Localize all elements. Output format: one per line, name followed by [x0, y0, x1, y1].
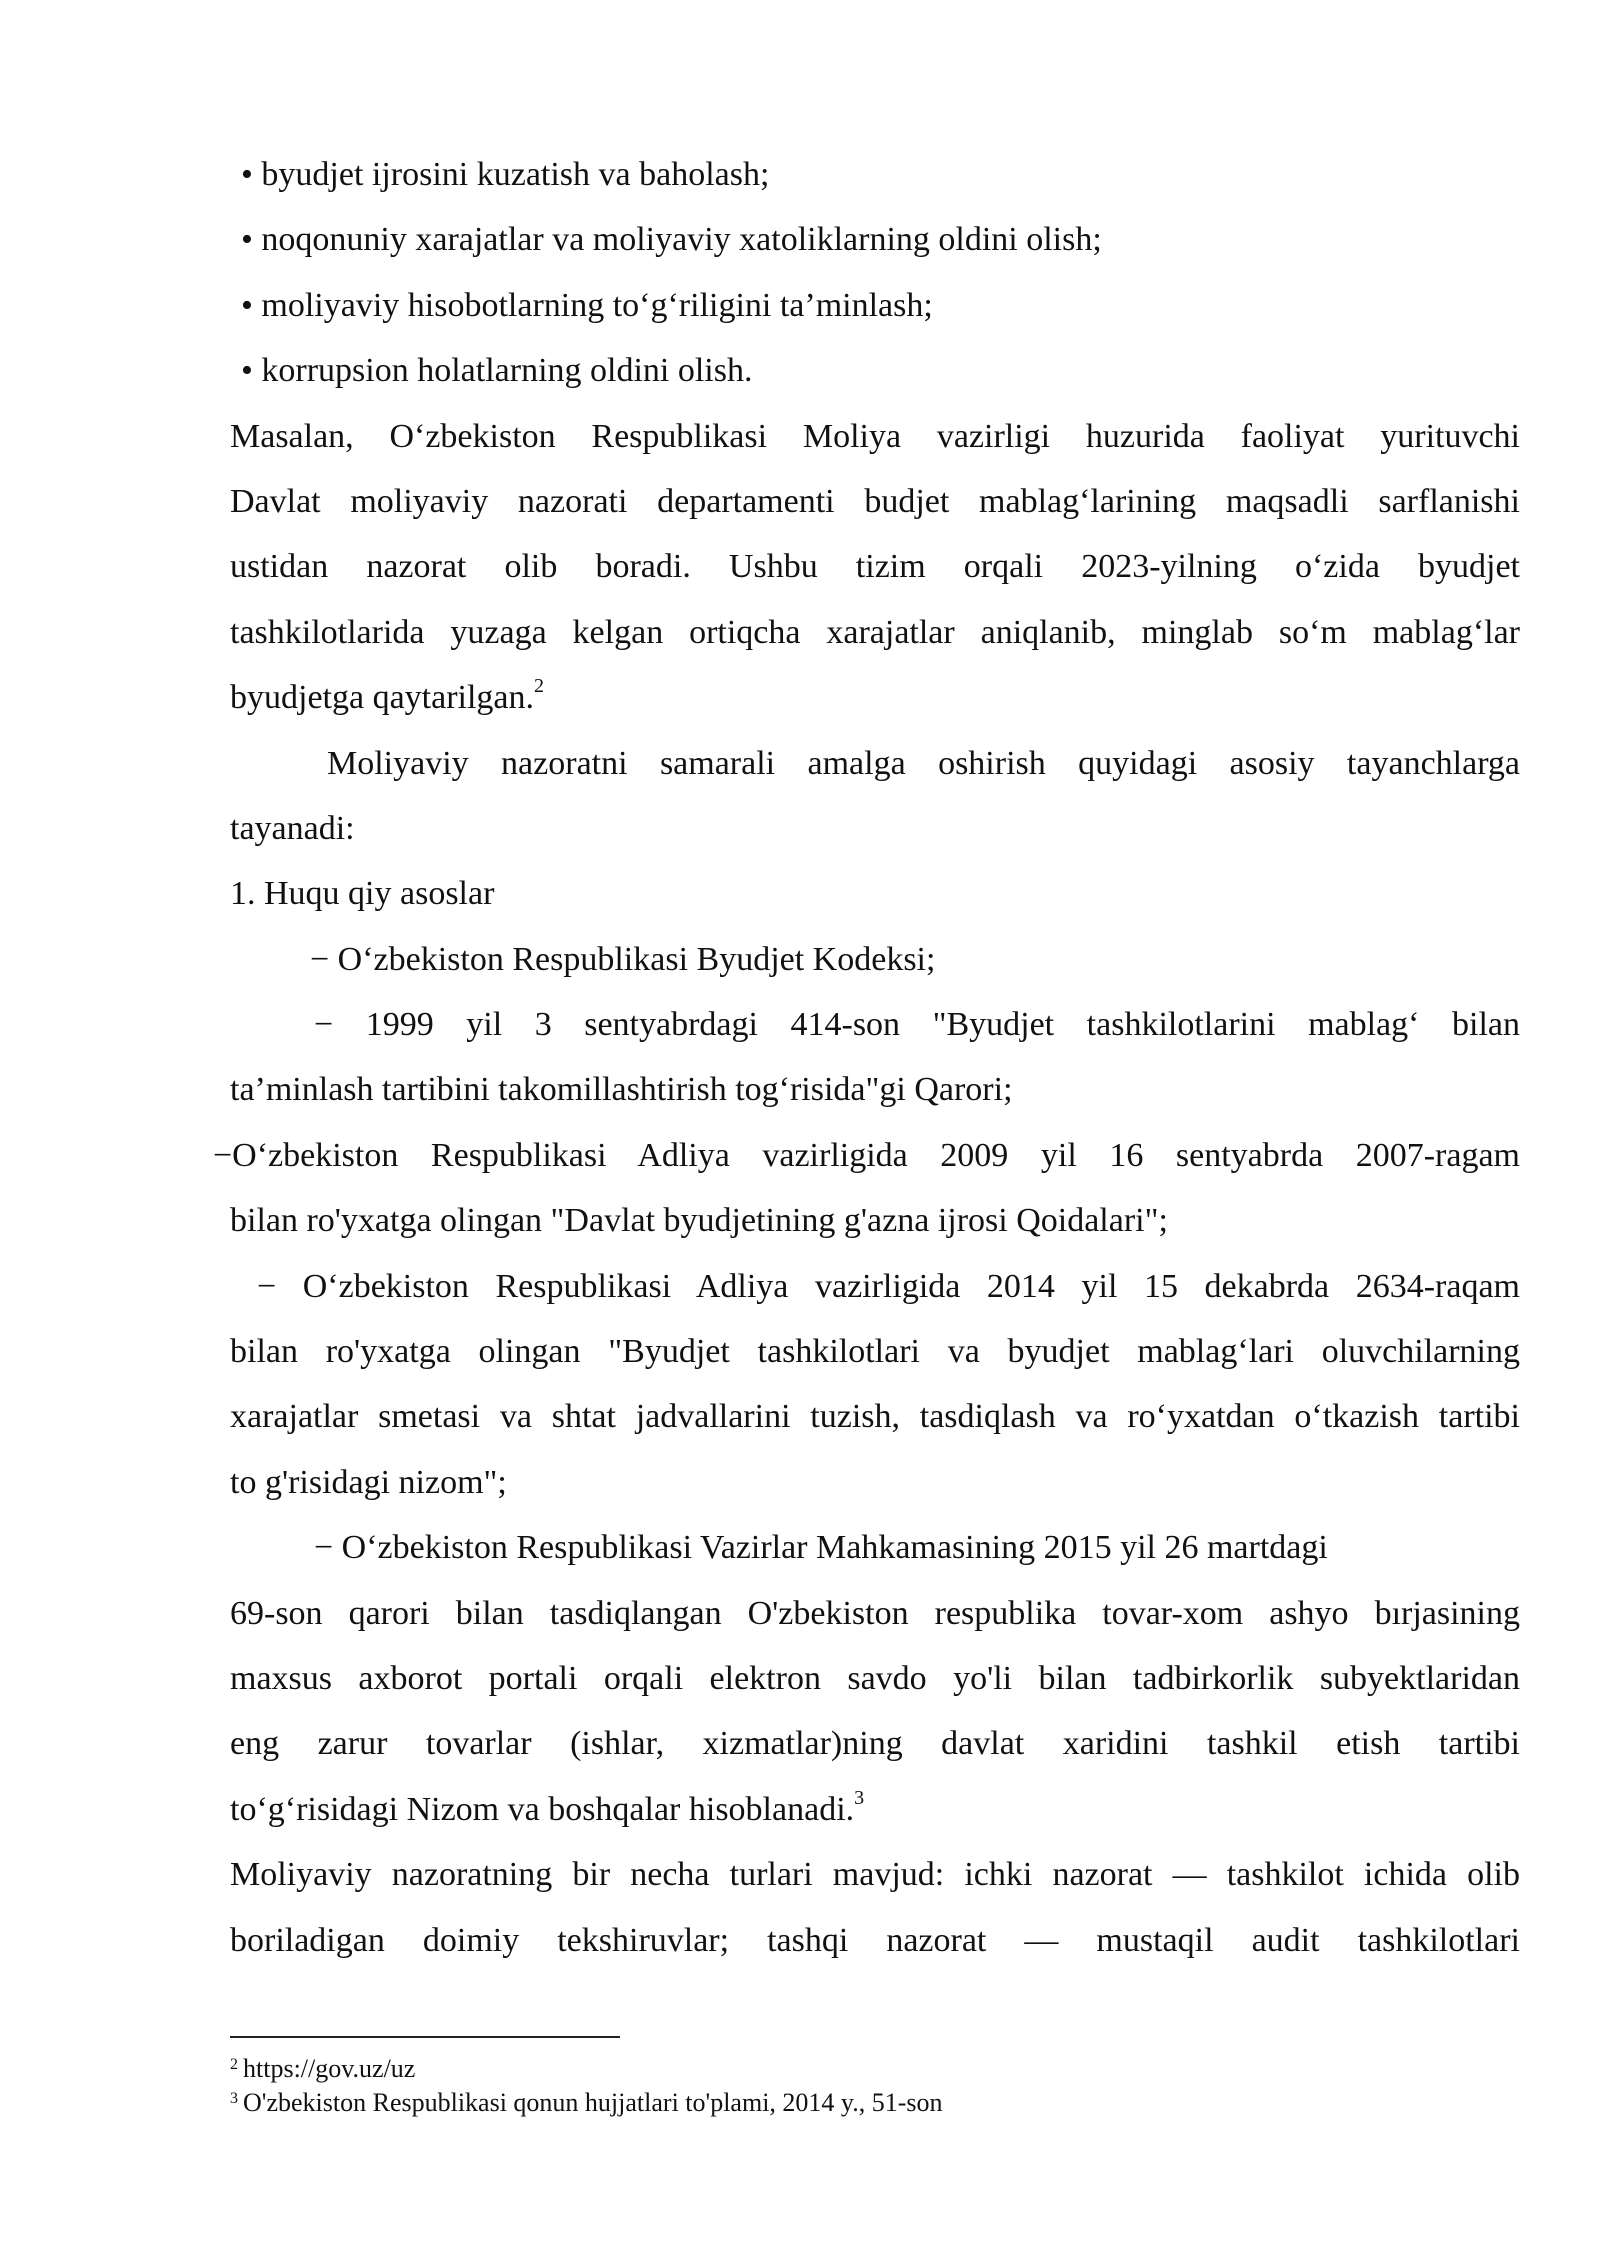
text-line — [230, 404, 1520, 469]
footnote-separator — [230, 2036, 620, 2038]
text-line — [230, 927, 1520, 992]
text-line — [230, 273, 1520, 338]
text-line-content: 1. Huqu qiy asoslar — [230, 875, 495, 913]
text-line — [230, 1057, 1520, 1122]
text-line — [230, 1450, 1520, 1515]
footnote-text[interactable]: https://gov.uz/uz — [243, 2054, 416, 2083]
text-line-content: tayanadi: — [230, 809, 355, 847]
text-line — [230, 1581, 1520, 1646]
text-line-content: • korrupsion holatlarning oldini olish. — [241, 352, 753, 390]
text-line-content: − O‘zbekiston Respublikasi Byudjet Kodeksi; — [310, 940, 936, 978]
text-line-content: to g'risidagi nizom"; — [230, 1463, 507, 1501]
text-line — [230, 469, 1520, 534]
text-line — [230, 1254, 1520, 1319]
text-line — [230, 861, 1520, 926]
text-line-content: ustidan nazorat olib boradi. Ushbu tizim orqali 2023-yilning o‘zida byudjet — [230, 548, 1520, 586]
text-line-content: boriladigan doimiy tekshiruvlar; tashqi nazorat — mustaqil audit tashkilotlari — [230, 1921, 1520, 1959]
text-line — [230, 796, 1520, 861]
text-line-content: to‘g‘risidagi Nizom va boshqalar hisoblanadi. — [230, 1790, 855, 1828]
text-line — [230, 665, 1520, 730]
footnote-number: 3 — [230, 2090, 238, 2107]
text-line — [230, 338, 1520, 403]
text-line-content: bilan ro'yxatga olingan "Davlat byudjetining g'azna ijrosi Qoidalari"; — [230, 1202, 1168, 1240]
text-line-content: tashkilotlarida yuzaga kelgan ortiqcha xarajatlar aniqlanib, minglab so‘m mablag‘lar — [230, 613, 1520, 651]
text-line-content: byudjetga qaytarilgan. — [230, 679, 535, 717]
text-line-content: Moliyaviy nazoratni samarali amalga oshirish quyidagi asosiy tayanchlarga — [327, 744, 1520, 782]
text-line — [230, 1908, 1520, 1973]
text-line-content: • noqonuniy xarajatlar va moliyaviy xatoliklarning oldini olish; — [241, 221, 1102, 259]
text-line — [230, 142, 1520, 207]
text-line-content: − 1999 yil 3 sentyabrdagi 414-son "Byudjet tashkilotlarini mablag‘ bilan — [314, 1006, 1520, 1044]
text-line-content: • byudjet ijrosini kuzatish va baholash; — [241, 156, 770, 193]
text-line — [230, 1515, 1520, 1580]
text-line-content: eng zarur tovarlar (ishlar, xizmatlar)ning davlat xaridini tashkil etish tartibi — [230, 1725, 1520, 1763]
footnote-number: 2 — [230, 2056, 238, 2073]
text-line — [230, 1188, 1520, 1253]
text-line — [213, 1123, 1520, 1188]
text-line — [230, 207, 1520, 272]
footnote-text: O'zbekiston Respublikasi qonun hujjatlari to'plami, 2014 y., 51-son — [243, 2088, 943, 2117]
text-line — [230, 1646, 1520, 1711]
text-line — [230, 1777, 1520, 1842]
text-line-content: − O‘zbekiston Respublikasi Adliya vazirligida 2014 yil 15 dekabrda 2634-raqam — [257, 1267, 1520, 1305]
footnote-reference[interactable]: 3 — [854, 1786, 865, 1809]
text-line — [230, 534, 1520, 599]
text-line — [230, 1319, 1520, 1384]
text-line-content: • moliyaviy hisobotlarning to‘g‘riligini ta’minlash; — [241, 286, 933, 324]
text-line-content: Davlat moliyaviy nazorati departamenti budjet mablag‘larining maqsadli sarflanishi — [230, 482, 1520, 520]
text-line — [230, 600, 1520, 665]
text-line — [230, 1384, 1520, 1449]
body-text — [213, 142, 1520, 1973]
text-line-content: Moliyaviy nazoratning bir necha turlari mavjud: ichki nazorat — tashkilot ichida olib — [230, 1856, 1520, 1894]
text-line — [230, 992, 1520, 1057]
text-line-content: − O‘zbekiston Respublikasi Vazirlar Mahkamasining 2015 yil 26 martdagi — [314, 1529, 1328, 1567]
text-line-content: xarajatlar smetasi va shtat jadvallarini tuzish, tasdiqlash va ro‘yxatdan o‘tkazish tartibi — [230, 1398, 1520, 1436]
text-line — [230, 1711, 1520, 1776]
text-line-content: 69-son qarori bilan tasdiqlangan O'zbekiston respublika tovar-xom ashyo bırjasining — [230, 1594, 1520, 1632]
text-line-content: ta’minlash tartibini takomillashtirish tog‘risida"gi Qarori; — [230, 1071, 1013, 1109]
text-line-content: −O‘zbekiston Respublikasi Adliya vazirligida 2009 yil 16 sentyabrda 2007-ragam — [213, 1136, 1520, 1174]
text-line — [230, 731, 1520, 796]
text-line-content: Masalan, O‘zbekiston Respublikasi Moliya vazirligi huzurida faoliyat yurituvchi — [230, 417, 1520, 455]
footnote-item — [230, 2086, 943, 2120]
text-line-content: bilan ro'yxatga olingan "Byudjet tashkilotlari va byudjet mablag‘lari oluvchilarning — [230, 1333, 1520, 1371]
footnote-item — [230, 2052, 943, 2086]
footnote-reference[interactable]: 2 — [534, 675, 545, 698]
text-line — [230, 1842, 1520, 1907]
footnotes — [230, 2052, 943, 2120]
text-line-content: maxsus axborot portali orqali elektron savdo yo'li bilan tadbirkorlik subyektlaridan — [230, 1659, 1520, 1697]
